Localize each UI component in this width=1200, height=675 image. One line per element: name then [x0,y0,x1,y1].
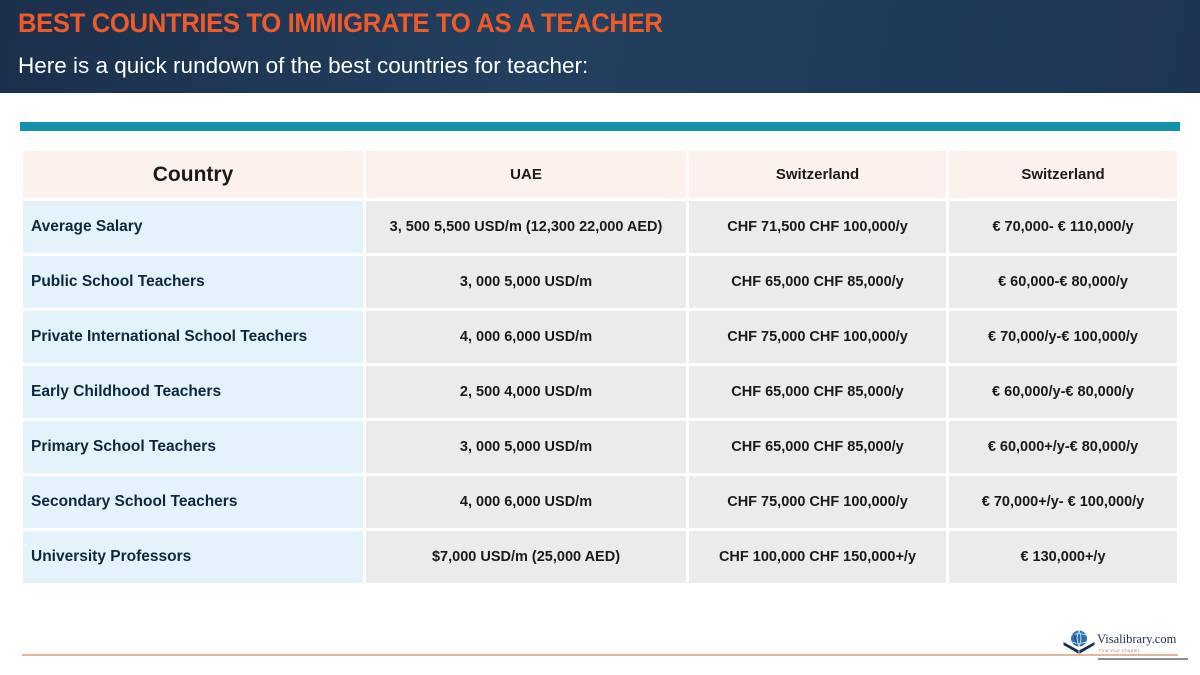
row-label: Private International School Teachers [23,311,363,363]
header-banner [0,0,1200,93]
footer-divider [22,654,1178,656]
table-body [23,201,1177,583]
cell-switzerland-chf: CHF 71,500 CHF 100,000/y [689,201,946,253]
cell-switzerland-chf: CHF 65,000 CHF 85,000/y [689,366,946,418]
page-title: BEST COUNTRIES TO IMMIGRATE TO AS A TEACHER [18,8,663,38]
column-header-switzerland-chf: Switzerland [689,151,946,198]
table-row [23,531,1177,583]
cell-uae: 3, 000 5,000 USD/m [366,256,686,308]
row-label: Early Childhood Teachers [23,366,363,418]
cell-switzerland-eur: € 60,000-€ 80,000/y [949,256,1177,308]
row-label: Primary School Teachers [23,421,363,473]
cell-switzerland-chf: CHF 75,000 CHF 100,000/y [689,311,946,363]
logo-underline [1098,658,1188,660]
cell-switzerland-eur: € 70,000/y-€ 100,000/y [949,311,1177,363]
table-row [23,366,1177,418]
cell-uae: $7,000 USD/m (25,000 AED) [366,531,686,583]
column-header-country: Country [23,151,363,198]
cell-switzerland-chf: CHF 65,000 CHF 85,000/y [689,256,946,308]
table-row [23,421,1177,473]
table-row [23,201,1177,253]
table-row [23,476,1177,528]
column-header-uae: UAE [366,151,686,198]
teal-accent-bar [20,122,1180,131]
table-header-row [23,151,1177,198]
cell-switzerland-eur: € 60,000/y-€ 80,000/y [949,366,1177,418]
row-label: Average Salary [23,201,363,253]
cell-switzerland-eur: € 70,000+/y- € 100,000/y [949,476,1177,528]
cell-uae: 3, 500 5,500 USD/m (12,300 22,000 AED) [366,201,686,253]
table-row [23,311,1177,363]
cell-switzerland-eur: € 130,000+/y [949,531,1177,583]
globe-book-icon [1062,628,1096,658]
cell-switzerland-eur: € 60,000+/y-€ 80,000/y [949,421,1177,473]
row-label: University Professors [23,531,363,583]
cell-uae: 3, 000 5,000 USD/m [366,421,686,473]
column-header-switzerland-eur: Switzerland [949,151,1177,198]
page-subtitle: Here is a quick rundown of the best countries for teacher: [18,52,589,78]
cell-switzerland-chf: CHF 65,000 CHF 85,000/y [689,421,946,473]
cell-switzerland-eur: € 70,000- € 110,000/y [949,201,1177,253]
row-label: Secondary School Teachers [23,476,363,528]
cell-uae: 4, 000 6,000 USD/m [366,311,686,363]
row-label: Public School Teachers [23,256,363,308]
cell-switzerland-chf: CHF 100,000 CHF 150,000+/y [689,531,946,583]
cell-uae: 2, 500 4,000 USD/m [366,366,686,418]
table-row [23,256,1177,308]
logo-wordmark: Visalibrary.com [1097,631,1177,646]
salary-comparison-table [20,148,1180,586]
table-header [23,151,1177,198]
cell-uae: 4, 000 6,000 USD/m [366,476,686,528]
cell-switzerland-chf: CHF 75,000 CHF 100,000/y [689,476,946,528]
logo-tagline: Find Your Chapter [1099,648,1140,654]
